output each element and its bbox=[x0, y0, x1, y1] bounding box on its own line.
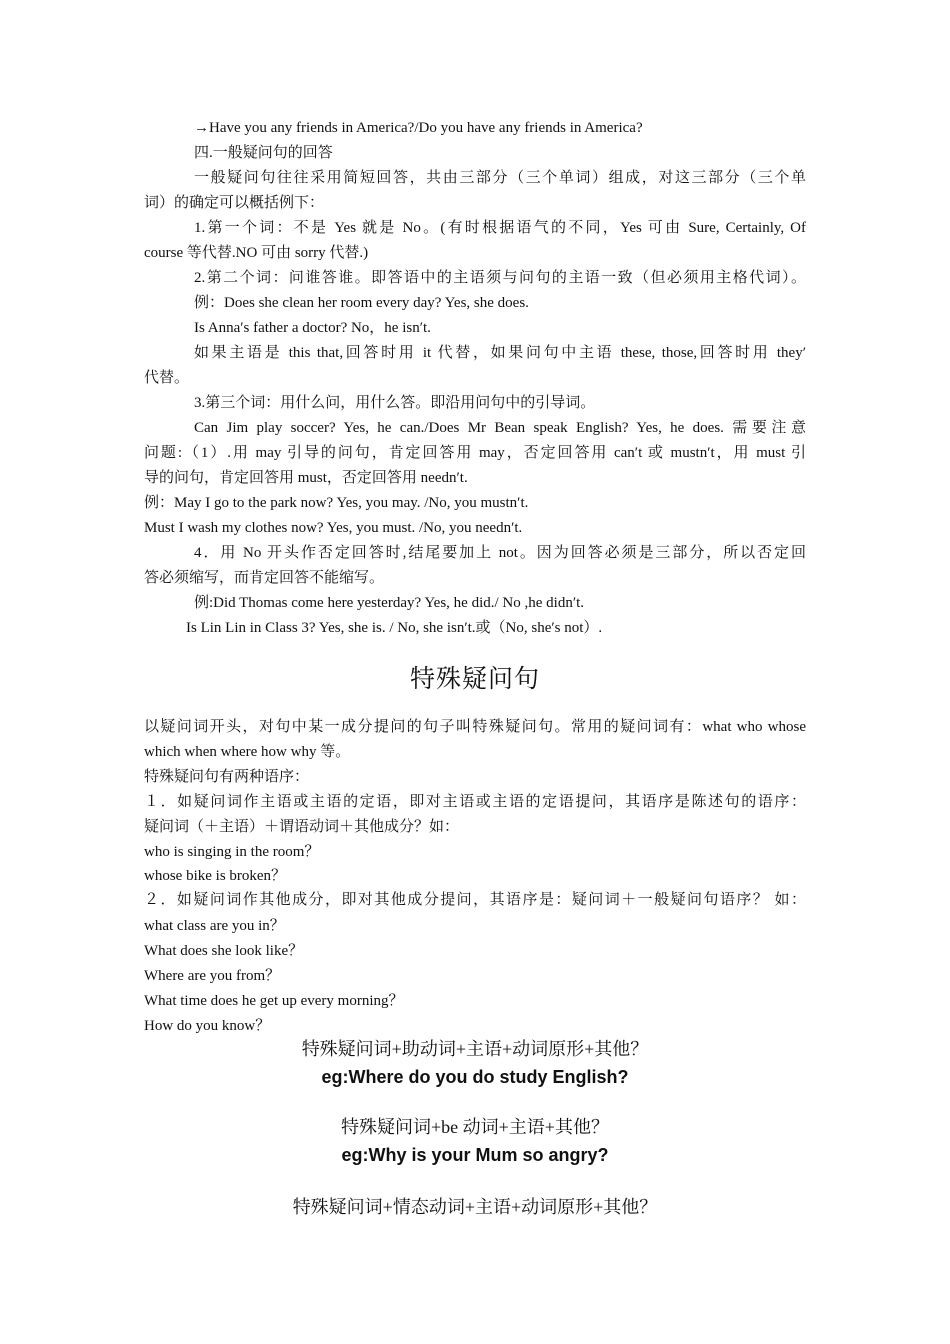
pattern-example: eg:Where do you do study English? bbox=[321, 1067, 629, 1087]
example-line: How do you know？ bbox=[144, 1018, 271, 1034]
paragraph-line: 3.第三个词：用什么问，用什么答。即沿用问句中的引导词。 bbox=[194, 395, 596, 411]
paragraph-line: 2.第二个词：问谁答谁。即答语中的主语须与问句的主语一致（但必须用主格代词）。 bbox=[194, 270, 806, 286]
paragraph-line: 如果主语是 this that,回答时用 it 代替，如果问句中主语 these, those,回答时用 they′ bbox=[194, 345, 806, 361]
example-line: What does she look like？ bbox=[144, 943, 304, 959]
paragraph-line: 疑问词（＋主语）＋谓语动词＋其他成分？如： bbox=[144, 819, 460, 835]
example-line: 例:Did Thomas come here yesterday? Yes, he did./ No ,he didn′t. bbox=[194, 595, 585, 611]
pattern-formula: 特殊疑问词+情态动词+主语+动词原形+其他？ bbox=[292, 1197, 658, 1217]
paragraph-line: ２．如疑问词作其他成分，即对其他成分提问，其语序是：疑问词＋一般疑问句语序？ 如： bbox=[144, 892, 806, 908]
example-line: what class are you in？ bbox=[144, 918, 285, 934]
example-line: Is Anna′s father a doctor? No，he isn′t. bbox=[194, 320, 431, 336]
paragraph-line: →Have you any friends in America?/Do you have any friends in America? bbox=[194, 120, 643, 136]
section-heading: 特殊疑问句 bbox=[409, 666, 540, 693]
paragraph-line: 一般疑问句往往采用简短回答，共由三部分（三个单词）组成，对这三部分（三个单 bbox=[194, 170, 806, 186]
paragraph-line: 问题:（1）.用 may 引导的问句，肯定回答用 may，否定回答用 can′t 或 mustn′t，用 must 引 bbox=[144, 445, 806, 461]
paragraph-line: 以疑问词开头，对句中某一成分提问的句子叫特殊疑问句。常用的疑问词有：what who whose bbox=[144, 719, 806, 735]
example-line: Where are you from？ bbox=[144, 968, 281, 984]
paragraph-line: 代替。 bbox=[144, 370, 190, 386]
example-line: What time does he get up every morning？ bbox=[144, 993, 404, 1009]
paragraph-line: Can Jim play soccer? Yes, he can./Does Mr Bean speak English? Yes, he does. 需要注意 bbox=[194, 420, 806, 436]
pattern-example: eg:Why is your Mum so angry? bbox=[341, 1145, 609, 1165]
paragraph-line: 导的问句，肯定回答用 must，否定回答用 needn′t. bbox=[144, 470, 468, 486]
example-line: whose bike is broken？ bbox=[144, 868, 287, 884]
paragraph-line: 词）的确定可以概括例下： bbox=[144, 195, 325, 211]
example-line: 例：May I go to the park now? Yes, you may. /No, you mustn′t. bbox=[144, 495, 529, 511]
paragraph-line: １．如疑问词作主语或主语的定语，即对主语或主语的定语提问，其语序是陈述句的语序： bbox=[144, 794, 806, 810]
pattern-formula: 特殊疑问词+助动词+主语+动词原形+其他？ bbox=[301, 1039, 649, 1059]
paragraph-line: 特殊疑问句有两种语序： bbox=[144, 769, 310, 785]
section-subtitle: 四.一般疑问句的回答 bbox=[194, 145, 333, 161]
example-line: Is Lin Lin in Class 3? Yes, she is. / No, she isn′t.或（No, she′s not）. bbox=[186, 620, 603, 636]
paragraph-line: which when where how why 等。 bbox=[144, 744, 351, 760]
paragraph-line: 答必须缩写，而肯定回答不能缩写。 bbox=[144, 570, 385, 586]
example-line: 例：Does she clean her room every day? Yes, she does. bbox=[194, 295, 529, 311]
paragraph-line: 1.第一个词：不是 Yes 就是 No。(有时根据语气的不同，Yes 可由 Sure, Certainly, Of bbox=[194, 220, 806, 236]
example-line: Must I wash my clothes now? Yes, you must. /No, you needn′t. bbox=[144, 520, 523, 536]
pattern-formula: 特殊疑问词+be 动词+主语+其他？ bbox=[341, 1117, 609, 1137]
paragraph-line: course 等代替.NO 可由 sorry 代替.) bbox=[144, 245, 369, 261]
example-line: who is singing in the room？ bbox=[144, 844, 320, 860]
paragraph-line: 4．用 No 开头作否定回答时,结尾要加上 not。因为回答必须是三部分，所以否定回 bbox=[194, 545, 806, 561]
